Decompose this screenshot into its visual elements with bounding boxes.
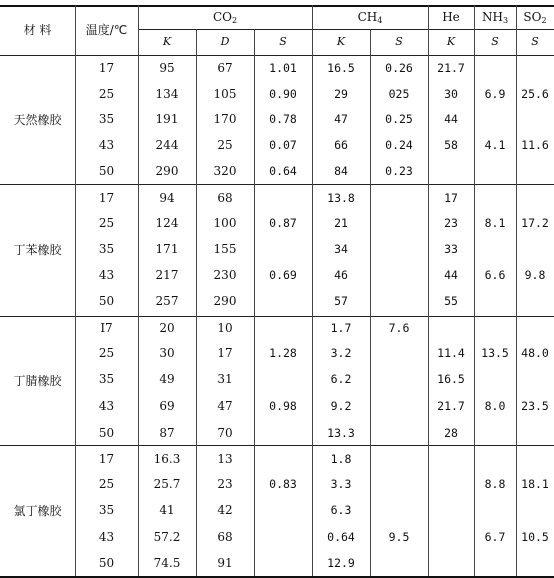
nh3-s-cell: 4.1 [484, 138, 506, 152]
co2-k-cell: 20 [159, 321, 175, 335]
co2-d-cell: 68 [217, 191, 233, 205]
co2-k-cell: 191 [155, 112, 179, 126]
header-param: S [491, 35, 499, 48]
co2-d-cell: 17 [217, 346, 233, 360]
column-divider [312, 5, 313, 576]
so2-s-cell: 18.1 [521, 477, 549, 491]
he-k-cell: 55 [444, 294, 458, 308]
nh3-s-cell: 6.9 [484, 87, 506, 101]
co2-s-cell: 1.28 [269, 346, 297, 360]
column-divider [370, 29, 371, 576]
co2-d-cell: 91 [217, 556, 233, 570]
temperature-cell: 43 [98, 138, 115, 152]
he-k-cell: 21.7 [437, 399, 465, 413]
header-param: K [336, 35, 346, 48]
temperature-cell: 25 [98, 87, 115, 101]
co2-k-cell: 69 [159, 399, 175, 413]
ch4-s-cell: 7.6 [388, 321, 410, 335]
temperature-cell: 35 [98, 372, 115, 386]
he-k-cell: 44 [444, 268, 458, 282]
ch4-s-cell: 0.24 [385, 138, 413, 152]
temperature-cell: 43 [98, 268, 115, 282]
co2-k-cell: 95 [159, 61, 175, 75]
co2-d-cell: 67 [217, 61, 233, 75]
co2-k-cell: 124 [155, 216, 179, 230]
co2-d-cell: 230 [213, 268, 237, 282]
column-divider [138, 5, 139, 576]
ch4-k-cell: 6.3 [330, 503, 352, 517]
column-divider [196, 29, 197, 576]
header-bottom-rule [0, 55, 554, 56]
temperature-cell: 25 [98, 477, 115, 491]
co2-d-cell: 170 [213, 112, 237, 126]
co2-k-cell: 49 [159, 372, 175, 386]
header-param: S [395, 35, 403, 48]
gas-name: NH [481, 10, 503, 24]
nh3-s-cell: 13.5 [481, 346, 509, 360]
ch4-k-cell: 9.2 [330, 399, 352, 413]
co2-k-cell: 171 [155, 242, 179, 256]
ch4-k-cell: 47 [334, 112, 348, 126]
co2-k-cell: 74.5 [153, 556, 181, 570]
ch4-k-cell: 12.9 [327, 556, 355, 570]
co2-d-cell: 42 [217, 503, 233, 517]
co2-s-cell: 0.87 [269, 216, 297, 230]
column-divider [75, 5, 76, 576]
ch4-k-cell: 3.2 [330, 346, 352, 360]
ch4-s-cell: 0.23 [385, 164, 413, 178]
co2-s-cell: 1.01 [269, 61, 297, 75]
co2-k-cell: 16.3 [153, 452, 181, 466]
he-k-cell: 17 [444, 191, 458, 205]
gas-header [428, 10, 474, 24]
so2-s-cell: 23.5 [521, 399, 549, 413]
group-divider [0, 316, 554, 317]
gas-header [516, 10, 554, 24]
co2-d-cell: 320 [213, 164, 237, 178]
header-param: K [162, 35, 172, 48]
co2-k-cell: 134 [155, 87, 179, 101]
gas-name: CO [212, 10, 232, 24]
co2-d-cell: 100 [213, 216, 237, 230]
header-param: S [531, 35, 539, 48]
ch4-k-cell: 0.64 [327, 530, 355, 544]
so2-s-cell: 48.0 [521, 346, 549, 360]
header-param: S [279, 35, 287, 48]
co2-k-cell: 57.2 [153, 530, 181, 544]
temperature-cell: 25 [98, 346, 115, 360]
co2-k-cell: 257 [155, 294, 179, 308]
co2-d-cell: 47 [217, 399, 233, 413]
ch4-s-cell: 0.25 [385, 112, 413, 126]
gas-header [138, 10, 312, 24]
co2-d-cell: 105 [213, 87, 237, 101]
ch4-k-cell: 34 [334, 242, 348, 256]
so2-s-cell: 11.6 [521, 138, 549, 152]
gas-subscript: 3 [502, 16, 509, 25]
temperature-cell: 35 [98, 503, 115, 517]
co2-k-cell: 290 [155, 164, 179, 178]
temperature-cell: 25 [98, 216, 115, 230]
so2-s-cell: 25.6 [521, 87, 549, 101]
ch4-k-cell: 57 [334, 294, 348, 308]
co2-d-cell: 31 [217, 372, 233, 386]
group-divider [0, 184, 554, 185]
ch4-k-cell: 1.8 [330, 452, 352, 466]
co2-d-cell: 13 [217, 452, 233, 466]
co2-k-cell: 94 [159, 191, 175, 205]
header-mid-rule [138, 29, 554, 30]
table-top-rule [0, 5, 554, 7]
nh3-s-cell: 6.6 [484, 268, 506, 282]
nh3-s-cell: 8.0 [484, 399, 506, 413]
he-k-cell: 23 [444, 216, 458, 230]
he-k-cell: 44 [444, 112, 458, 126]
co2-d-cell: 290 [213, 294, 237, 308]
co2-s-cell: 0.83 [269, 477, 297, 491]
co2-s-cell: 0.64 [269, 164, 297, 178]
gas-subscript: 2 [231, 16, 238, 25]
gas-header [312, 10, 428, 24]
co2-k-cell: 30 [159, 346, 175, 360]
material-name: 丁苯橡胶 [13, 243, 62, 257]
co2-d-cell: 155 [213, 242, 237, 256]
co2-s-cell: 0.90 [269, 87, 297, 101]
ch4-k-cell: 66 [334, 138, 348, 152]
temperature-cell: 35 [98, 112, 115, 126]
co2-s-cell: 0.07 [269, 138, 297, 152]
ch4-s-cell: 9.5 [388, 530, 410, 544]
group-divider [0, 445, 554, 446]
header-material: 材 料 [23, 23, 52, 37]
temperature-cell: 50 [98, 556, 115, 570]
co2-s-cell: 0.98 [269, 399, 297, 413]
ch4-k-cell: 29 [334, 87, 348, 101]
co2-d-cell: 10 [217, 321, 233, 335]
gas-header [474, 10, 516, 24]
he-k-cell: 30 [444, 87, 458, 101]
temperature-cell: 43 [98, 530, 115, 544]
ch4-k-cell: 1.7 [330, 321, 352, 335]
co2-s-cell: 0.78 [269, 112, 297, 126]
material-name: 丁腈橡胶 [13, 373, 62, 388]
so2-s-cell: 10.5 [521, 530, 549, 544]
co2-k-cell: 25.7 [153, 477, 181, 491]
gas-name: CH [357, 10, 378, 24]
he-k-cell: 11.4 [437, 346, 465, 360]
co2-k-cell: 87 [159, 426, 175, 440]
he-k-cell: 21.7 [437, 61, 465, 75]
co2-d-cell: 23 [217, 477, 233, 491]
ch4-k-cell: 13.8 [327, 191, 355, 205]
header-temperature: 温度/℃ [85, 23, 128, 37]
ch4-s-cell: 0.26 [385, 61, 413, 75]
header-param: K [446, 35, 456, 48]
nh3-s-cell: 8.1 [484, 216, 506, 230]
ch4-k-cell: 6.2 [330, 372, 352, 386]
temperature-cell: 43 [98, 399, 115, 413]
so2-s-cell: 9.8 [524, 268, 546, 282]
he-k-cell: 33 [444, 242, 458, 256]
ch4-k-cell: 13.3 [327, 426, 355, 440]
temperature-cell: I7 [100, 321, 113, 335]
ch4-k-cell: 46 [334, 268, 348, 282]
gas-subscript: 4 [377, 16, 383, 25]
co2-k-cell: 244 [155, 138, 179, 152]
so2-s-cell: 17.2 [521, 216, 549, 230]
material-name: 氯丁橡胶 [13, 503, 62, 518]
temperature-cell: 50 [98, 164, 115, 178]
gas-subscript: 2 [541, 16, 547, 25]
co2-d-cell: 68 [217, 530, 233, 544]
co2-d-cell: 25 [217, 138, 233, 152]
co2-k-cell: 41 [159, 503, 175, 517]
gas-name: He [442, 10, 460, 24]
nh3-s-cell: 8.8 [484, 477, 506, 491]
temperature-cell: 50 [98, 294, 115, 308]
material-name: 天然橡胶 [13, 112, 62, 127]
temperature-cell: 50 [98, 426, 115, 440]
he-k-cell: 16.5 [437, 372, 465, 386]
temperature-cell: 17 [98, 452, 115, 466]
column-divider [254, 29, 255, 576]
header-param: D [220, 35, 230, 48]
co2-k-cell: 217 [155, 268, 179, 282]
ch4-s-cell: 025 [388, 87, 410, 101]
nh3-s-cell: 6.7 [484, 530, 506, 544]
ch4-k-cell: 16.5 [327, 61, 355, 75]
ch4-k-cell: 84 [334, 164, 348, 178]
ch4-k-cell: 21 [334, 216, 348, 230]
co2-s-cell: 0.69 [269, 268, 297, 282]
ch4-k-cell: 3.3 [330, 477, 352, 491]
temperature-cell: 17 [98, 61, 115, 75]
he-k-cell: 58 [444, 138, 458, 152]
temperature-cell: 17 [98, 191, 115, 205]
co2-d-cell: 70 [217, 426, 233, 440]
gas-name: SO [523, 10, 542, 24]
temperature-cell: 35 [98, 242, 115, 256]
he-k-cell: 28 [444, 426, 458, 440]
